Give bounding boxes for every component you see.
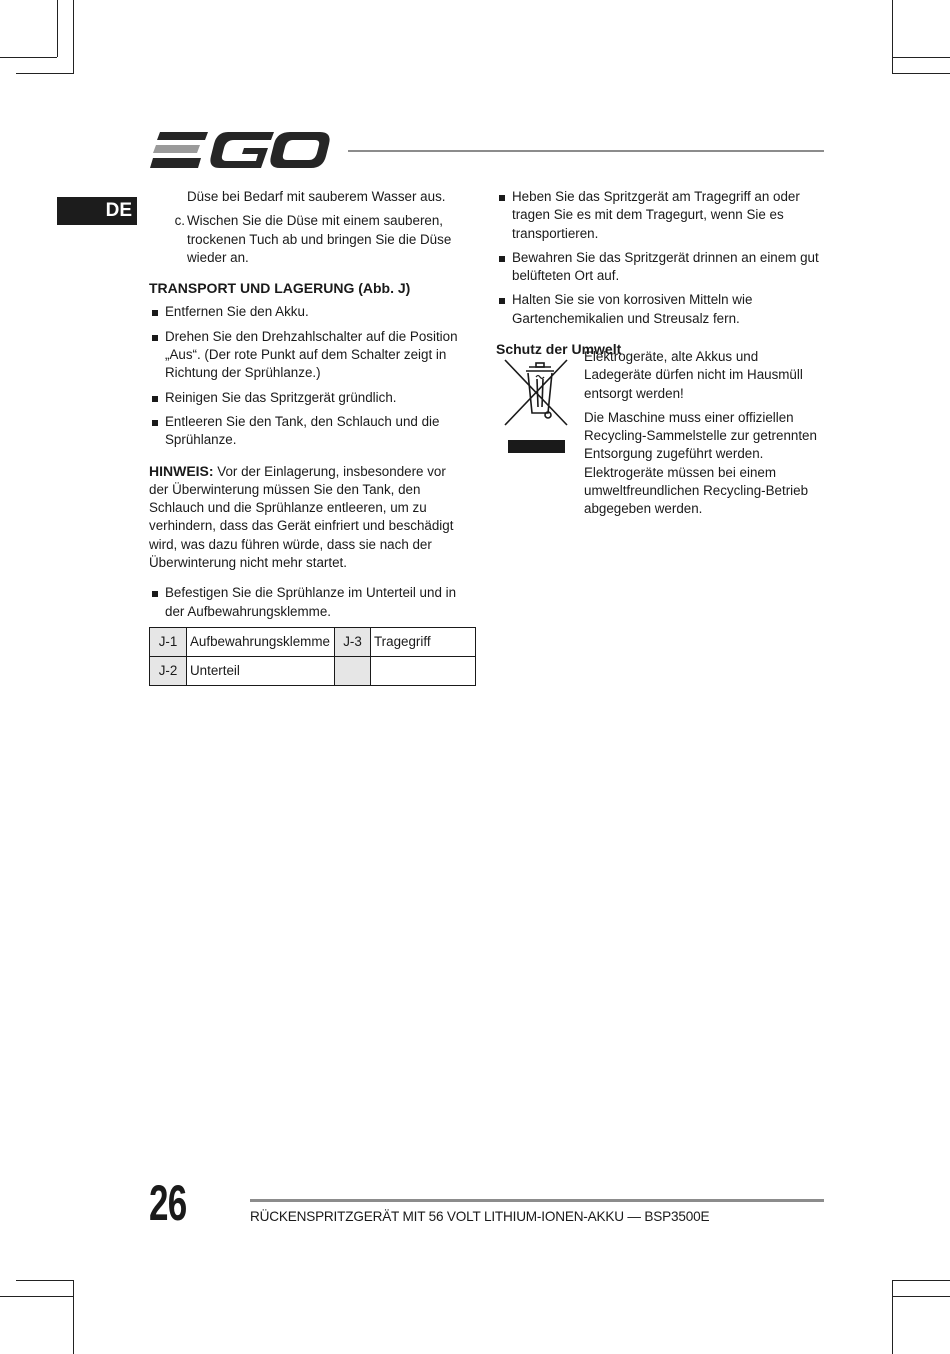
legend-label: Tragegriff [371, 628, 476, 657]
bullet-text: Heben Sie das Spritzgerät am Tragegriff an oder tragen Sie es mit dem Tragegurt, wenn Sie es transportieren. [512, 189, 800, 241]
bullet-item [149, 303, 467, 321]
environment-paragraph: Elektrogeräte, alte Akkus und Ladegeräte dürfen nicht im Hausmüll entsorgt werden! [584, 349, 803, 401]
crop-mark [892, 1296, 950, 1297]
legend-code: J-1 [150, 628, 187, 657]
crop-mark [0, 57, 57, 58]
legend-code [335, 657, 371, 686]
legend-label: Aufbewahrungsklemme [187, 628, 335, 657]
language-tab: DE [57, 197, 137, 225]
crop-mark [892, 1280, 893, 1354]
transport-heading: TRANSPORT UND LAGERUNG (Abb. J) [149, 280, 411, 297]
environment-text [584, 348, 824, 525]
bullet-item [149, 389, 467, 407]
header-rule [348, 150, 824, 152]
bullet-item [496, 291, 826, 328]
bullet-square-icon [149, 328, 165, 383]
crop-mark [892, 57, 950, 58]
environment-paragraph: Die Maschine muss einer offiziellen Recycling-Sammelstelle zur getrennten Entsorgung zugeführt werden. Elektrogeräte müssen bei einem umweltfreundlichen Recycling-Betrieb abgegeben werden. [584, 409, 817, 517]
legend-code: J-3 [335, 628, 371, 657]
crossed-out-bin-icon [500, 355, 580, 455]
bullet-item [149, 584, 467, 621]
continuation-text: Düse bei Bedarf mit sauberem Wasser aus. [187, 189, 446, 204]
bullet-text: Befestigen Sie die Sprühlanze im Unterteil und in der Aufbewahrungsklemme. [165, 585, 457, 619]
bullet-square-icon [149, 584, 165, 621]
ego-logo [150, 128, 332, 172]
bullet-square-icon [149, 413, 165, 450]
crop-mark [73, 1280, 74, 1354]
bullet-item [496, 188, 826, 243]
crop-mark [57, 0, 58, 57]
legend-code: J-2 [150, 657, 187, 686]
note-label: HINWEIS: [149, 462, 214, 479]
page-number: 26 [149, 1175, 187, 1231]
legend-table [149, 627, 476, 686]
note-text: Vor der Einlagerung, insbesondere vor der Überwinterung müssen Sie den Tank, den Schlauch und die Sprühlanze entleeren, um zu verhindern, dass das Gerät einfriert und beschädigt wird, was dazu führen würde, dass sie nach der Überwinterung nicht mehr startet. [149, 463, 454, 571]
bullet-square-icon [149, 389, 165, 407]
legend-label: Unterteil [187, 657, 335, 686]
bullet-square-icon [496, 188, 512, 243]
left-column [149, 188, 467, 627]
note-paragraph [149, 462, 467, 573]
sub-item-c [149, 212, 467, 267]
bullet-text: Bewahren Sie das Spritzgerät drinnen an einem gut belüfteten Ort auf. [512, 249, 819, 284]
right-column [496, 188, 826, 364]
crop-mark [73, 0, 74, 74]
bullet-text: Drehen Sie den Drehzahlschalter auf die Position „Aus“. (Der rote Punkt auf dem Schalter zeigt in Richtung der Sprühlanze.) [165, 328, 458, 381]
footer-rule [250, 1199, 824, 1202]
footer-product-line: RÜCKENSPRITZGERÄT MIT 56 VOLT LITHIUM-IONEN-AKKU — BSP3500E [250, 1209, 710, 1224]
bullet-text: Entleeren Sie den Tank, den Schlauch und die Sprühlanze. [165, 413, 440, 448]
legend-label [371, 657, 476, 686]
sub-item-text: Wischen Sie die Düse mit einem sauberen, trockenen Tuch ab und bringen Sie die Düse wieder an. [187, 213, 452, 265]
table-row [150, 657, 476, 686]
crop-mark [892, 73, 950, 74]
bullet-square-icon [149, 303, 165, 321]
crop-mark [892, 0, 893, 74]
bullet-text: Entfernen Sie den Akku. [165, 304, 309, 320]
table-row [150, 628, 476, 657]
environment-heading: Schutz der Umwelt [496, 341, 622, 358]
crop-mark [0, 1296, 74, 1297]
crop-mark [16, 1280, 74, 1281]
sub-item-marker: c. [174, 213, 185, 229]
crop-mark [16, 73, 73, 74]
bullet-square-icon [496, 291, 512, 328]
bullet-square-icon [496, 249, 512, 286]
bullet-item [149, 413, 467, 450]
bullet-item [496, 249, 826, 286]
bullet-text: Halten Sie sie von korrosiven Mitteln wie Gartenchemikalien und Streusalz fern. [512, 292, 753, 326]
crop-mark [892, 1280, 950, 1281]
bullet-item [149, 328, 467, 383]
bullet-text: Reinigen Sie das Spritzgerät gründlich. [165, 389, 397, 405]
